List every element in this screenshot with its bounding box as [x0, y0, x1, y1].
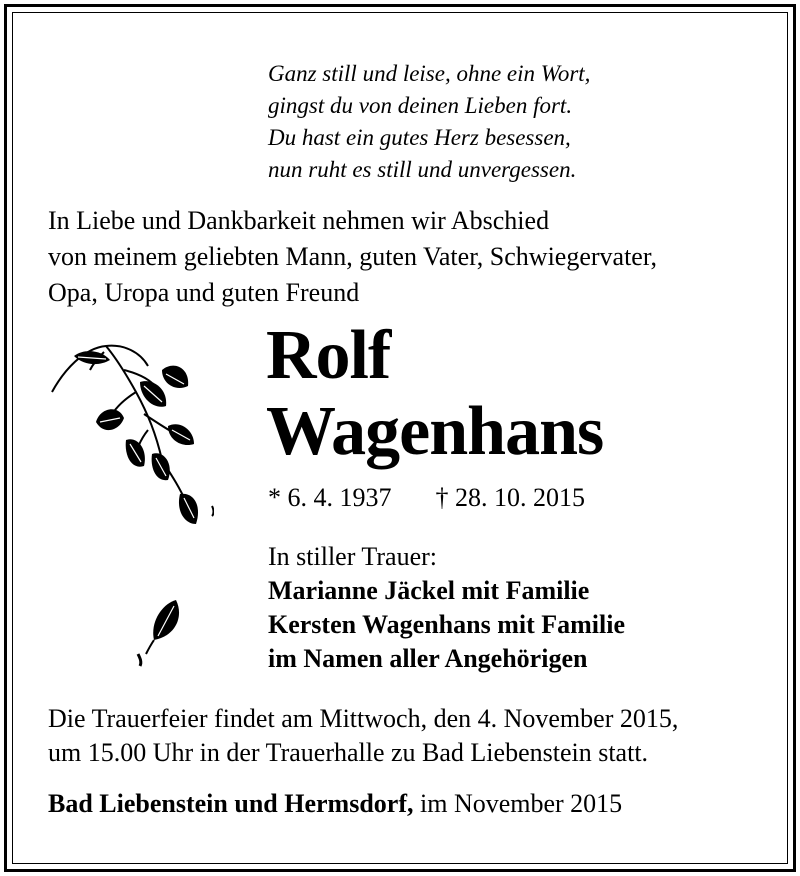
mourners-heading: In stiller Trauer: — [268, 542, 437, 571]
last-name: Wagenhans — [266, 393, 604, 470]
intro-text — [48, 203, 657, 311]
death-date: † 28. 10. 2015 — [435, 483, 585, 512]
service-line: Die Trauerfeier findet am Mittwoch, den 4. November 2015, — [48, 704, 679, 733]
intro-line: von meinem geliebten Mann, guten Vater, Schwiegervater, — [48, 242, 657, 271]
birth-date: * 6. 4. 1937 — [268, 483, 392, 512]
life-dates — [268, 480, 585, 516]
place: Bad Liebenstein und Hermsdorf, — [48, 789, 414, 818]
closing-date: im November 2015 — [413, 789, 623, 818]
poem-line: nun ruht es still und unvergessen. — [268, 157, 577, 182]
poem-line: gingst du von deinen Lieben fort. — [268, 93, 573, 118]
mourners-block — [268, 540, 625, 676]
mourner-name: Marianne Jäckel mit Familie — [268, 576, 590, 605]
first-name: Rolf — [266, 317, 391, 394]
place-and-date — [48, 786, 622, 822]
service-line: um 15.00 Uhr in der Trauerhalle zu Bad Liebenstein statt. — [48, 738, 649, 767]
intro-line: In Liebe und Dankbarkeit nehmen wir Abschied — [48, 206, 550, 235]
falling-leaf-illustration — [128, 594, 188, 674]
poem — [268, 58, 590, 186]
poem-line: Du hast ein gutes Herz besessen, — [268, 125, 571, 150]
intro-line: Opa, Uropa und guten Freund — [48, 278, 360, 307]
deceased-name — [266, 318, 603, 470]
birch-branch-illustration — [44, 330, 214, 540]
poem-line: Ganz still und leise, ohne ein Wort, — [268, 61, 591, 86]
mourner-name: im Namen aller Angehörigen — [268, 644, 588, 673]
mourner-name: Kersten Wagenhans mit Familie — [268, 610, 626, 639]
funeral-service-info — [48, 702, 678, 770]
